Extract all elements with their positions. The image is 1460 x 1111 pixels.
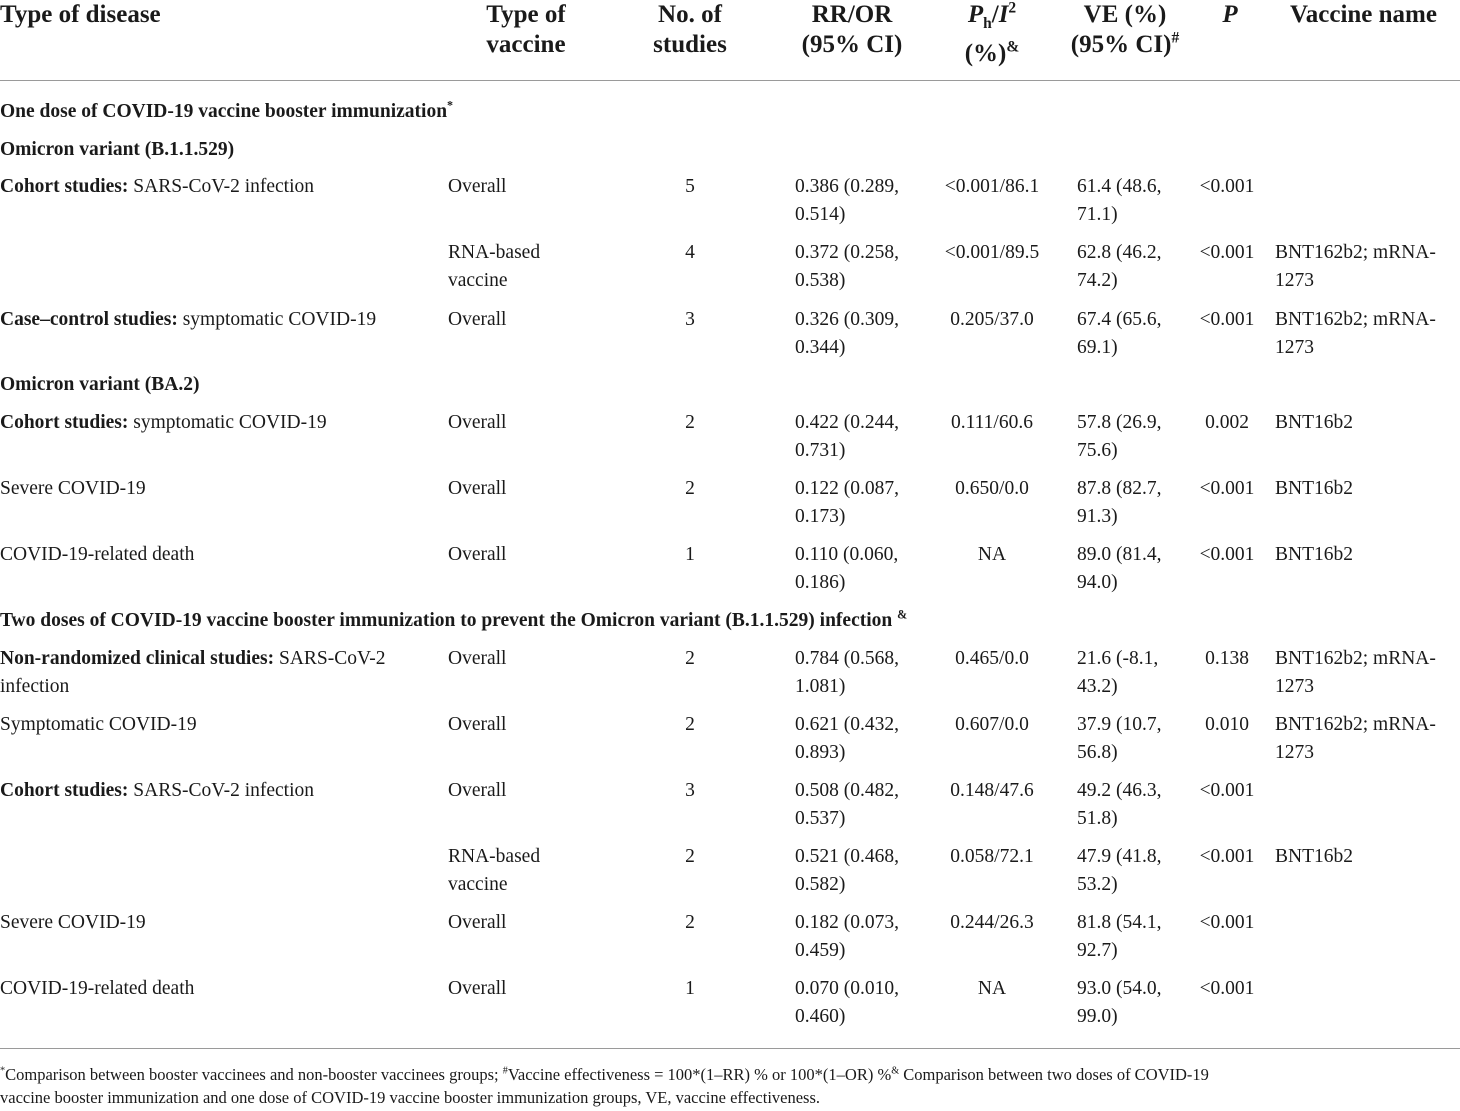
cell-vaccine-type: Overall bbox=[448, 978, 507, 999]
cell-num-studies: 2 bbox=[685, 846, 695, 867]
cell-num-studies: 1 bbox=[685, 544, 695, 565]
cell-disease: COVID-19-related death bbox=[0, 544, 195, 565]
cell-vaccine-name: BNT162b2; mRNA- 1273 bbox=[1275, 242, 1436, 291]
cell-rr-or: 0.326 (0.309, 0.344) bbox=[795, 309, 899, 358]
cell-ph-i2: NA bbox=[977, 978, 1007, 999]
cell-p-value: <0.001 bbox=[1199, 912, 1255, 933]
cell-ve: 62.8 (46.2, 74.2) bbox=[1077, 242, 1162, 291]
cell-ve: 21.6 (-8.1, 43.2) bbox=[1077, 648, 1159, 697]
cell-p-value: <0.001 bbox=[1199, 309, 1255, 330]
cell-ve: 93.0 (54.0, 99.0) bbox=[1077, 978, 1162, 1027]
cell-num-studies: 2 bbox=[685, 714, 695, 735]
cell-ve: 57.8 (26.9, 75.6) bbox=[1077, 412, 1162, 461]
header-vaccine-name: Vaccine name bbox=[1290, 1, 1437, 28]
cell-ve: 37.9 (10.7, 56.8) bbox=[1077, 714, 1162, 763]
cell-ve: 81.8 (54.1, 92.7) bbox=[1077, 912, 1162, 961]
cell-ph-i2: 0.205/37.0 bbox=[950, 309, 1034, 330]
cell-disease: COVID-19-related death bbox=[0, 978, 195, 999]
cell-p-value: <0.001 bbox=[1199, 478, 1255, 499]
cell-ph-i2: NA bbox=[977, 544, 1007, 565]
cell-rr-or: 0.521 (0.468, 0.582) bbox=[795, 846, 899, 895]
cell-p-value: 0.138 bbox=[1205, 648, 1249, 669]
cell-ph-i2: 0.148/47.6 bbox=[950, 780, 1034, 801]
table-header bbox=[0, 0, 1460, 81]
header-num-studies: No. of studies bbox=[653, 1, 727, 58]
cell-ph-i2: 0.650/0.0 bbox=[955, 478, 1029, 499]
cell-rr-or: 0.182 (0.073, 0.459) bbox=[795, 912, 899, 961]
cell-rr-or: 0.422 (0.244, 0.731) bbox=[795, 412, 899, 461]
cell-vaccine-name: BNT162b2; mRNA- 1273 bbox=[1275, 309, 1436, 358]
cell-p-value: <0.001 bbox=[1199, 780, 1255, 801]
cell-disease: Cohort studies: symptomatic COVID-19 bbox=[0, 412, 327, 433]
cell-disease: Non-randomized clinical studies: SARS-CoV-2 infection bbox=[0, 648, 386, 697]
header-ph-i2: $P_h/I^2$ (%)& bbox=[964, 0, 1020, 67]
cell-vaccine-name: BNT16b2 bbox=[1275, 412, 1353, 433]
cell-ph-i2: <0.001/89.5 bbox=[944, 242, 1040, 263]
cell-rr-or: 0.784 (0.568, 1.081) bbox=[795, 648, 899, 697]
cell-num-studies: 2 bbox=[685, 648, 695, 669]
cell-rr-or: 0.386 (0.289, 0.514) bbox=[795, 176, 899, 225]
cell-vaccine-name: BNT162b2; mRNA- 1273 bbox=[1275, 648, 1436, 697]
cell-vaccine-type: Overall bbox=[448, 309, 507, 330]
cell-num-studies: 1 bbox=[685, 978, 695, 999]
cell-vaccine-type: Overall bbox=[448, 478, 507, 499]
cell-vaccine-name: BNT16b2 bbox=[1275, 544, 1353, 565]
header-disease: Type of disease bbox=[0, 1, 161, 28]
cell-p-value: 0.002 bbox=[1205, 412, 1249, 433]
cell-vaccine-type: Overall bbox=[448, 912, 507, 933]
cell-disease: Symptomatic COVID-19 bbox=[0, 714, 197, 735]
cell-num-studies: 2 bbox=[685, 412, 695, 433]
cell-ve: 89.0 (81.4, 94.0) bbox=[1077, 544, 1162, 593]
cell-ph-i2: <0.001/86.1 bbox=[944, 176, 1040, 197]
header-ve: VE (%) (95% CI)# bbox=[1070, 1, 1180, 58]
header-vaccine-type: Type of vaccine bbox=[486, 1, 566, 58]
cell-num-studies: 2 bbox=[685, 912, 695, 933]
cell-p-value: 0.010 bbox=[1205, 714, 1249, 735]
cell-ve: 87.8 (82.7, 91.3) bbox=[1077, 478, 1162, 527]
cell-ph-i2: 0.607/0.0 bbox=[955, 714, 1029, 735]
cell-vaccine-type: RNA-based vaccine bbox=[448, 846, 541, 895]
cell-num-studies: 3 bbox=[685, 780, 695, 801]
cell-vaccine-type: Overall bbox=[448, 714, 507, 735]
cell-p-value: <0.001 bbox=[1199, 242, 1255, 263]
cell-p-value: <0.001 bbox=[1199, 846, 1255, 867]
cell-ph-i2: 0.111/60.6 bbox=[951, 412, 1033, 433]
cell-disease: Severe COVID-19 bbox=[0, 478, 146, 499]
table-footnote: *Comparison between booster vaccinees and non-booster vaccinees groups; #Vaccine effectiveness = 100*(1–RR) % or 100*(1–OR) %& Comparison between two doses of COVID-19 vaccine booster immunization and one dose of COVID-19 vaccine booster immunization groups, VE, vaccine effectiveness. bbox=[0, 1048, 1460, 1109]
cell-vaccine-name: BNT16b2 bbox=[1275, 846, 1353, 867]
cell-rr-or: 0.508 (0.482, 0.537) bbox=[795, 780, 899, 829]
header-p: P bbox=[1222, 1, 1238, 28]
cell-vaccine-type: Overall bbox=[448, 176, 507, 197]
cell-rr-or: 0.621 (0.432, 0.893) bbox=[795, 714, 899, 763]
cell-vaccine-type: Overall bbox=[448, 780, 507, 801]
cell-ve: 67.4 (65.6, 69.1) bbox=[1077, 309, 1162, 358]
cell-disease: Cohort studies: SARS-CoV-2 infection bbox=[0, 780, 315, 801]
cell-rr-or: 0.372 (0.258, 0.538) bbox=[795, 242, 899, 291]
cell-disease: Case–control studies: symptomatic COVID-19 bbox=[0, 309, 377, 330]
cell-rr-or: 0.122 (0.087, 0.173) bbox=[795, 478, 899, 527]
cell-num-studies: 4 bbox=[685, 242, 695, 263]
cell-ph-i2: 0.244/26.3 bbox=[950, 912, 1034, 933]
cell-vaccine-type: Overall bbox=[448, 412, 507, 433]
cell-rr-or: 0.110 (0.060, 0.186) bbox=[795, 544, 899, 593]
cell-vaccine-type: Overall bbox=[448, 544, 507, 565]
cell-ve: 47.9 (41.8, 53.2) bbox=[1077, 846, 1162, 895]
cell-ve: 61.4 (48.6, 71.1) bbox=[1077, 176, 1162, 225]
header-rr-or: RR/OR (95% CI) bbox=[801, 1, 903, 58]
cell-ph-i2: 0.058/72.1 bbox=[950, 846, 1034, 867]
cell-vaccine-name: BNT162b2; mRNA- 1273 bbox=[1275, 714, 1436, 763]
cell-p-value: <0.001 bbox=[1199, 176, 1255, 197]
cell-ph-i2: 0.465/0.0 bbox=[955, 648, 1029, 669]
cell-vaccine-type: RNA-based vaccine bbox=[448, 242, 541, 291]
cell-num-studies: 2 bbox=[685, 478, 695, 499]
cell-rr-or: 0.070 (0.010, 0.460) bbox=[795, 978, 899, 1027]
cell-disease: Severe COVID-19 bbox=[0, 912, 146, 933]
cell-vaccine-type: Overall bbox=[448, 648, 507, 669]
cell-ve: 49.2 (46.3, 51.8) bbox=[1077, 780, 1162, 829]
cell-num-studies: 5 bbox=[685, 176, 695, 197]
cell-vaccine-name: BNT16b2 bbox=[1275, 478, 1353, 499]
cell-p-value: <0.001 bbox=[1199, 544, 1255, 565]
cell-num-studies: 3 bbox=[685, 309, 695, 330]
cell-p-value: <0.001 bbox=[1199, 978, 1255, 999]
cell-disease: Cohort studies: SARS-CoV-2 infection bbox=[0, 176, 315, 197]
